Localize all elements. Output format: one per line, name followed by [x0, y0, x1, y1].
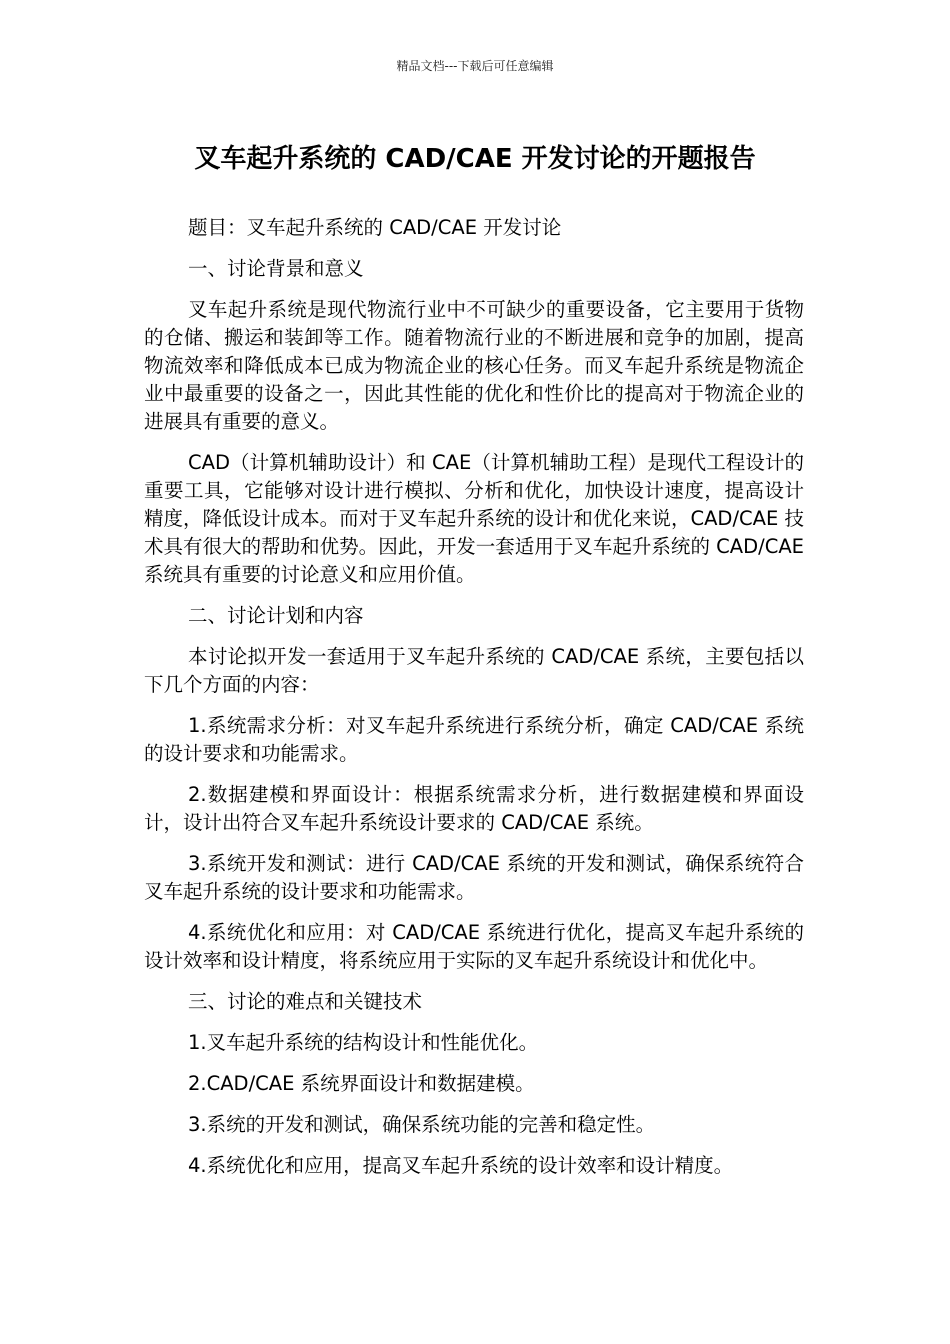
topic-line: 题目：叉车起升系统的 CAD/CAE 开发讨论	[188, 216, 562, 239]
paragraph-background-2: CAD（计算机辅助设计）和 CAE（计算机辅助工程）是现代工程设计的重要工具，它能够对设计进行模拟、分析和优化，加快设计速度，提高设计精度，降低设计成本。而对于叉车起升系统的设计和优化来说，CAD/CAE 技术具有很大的帮助和优势。因此，开发一套适用于叉车起升系统的 CAD/CAE 系统具有重要的讨论意义和应用价值。	[144, 451, 804, 586]
header-note: 精品文档---下载后可任意编辑	[396, 59, 554, 73]
document-title: 叉车起升系统的 CAD/CAE 开发讨论的开题报告	[194, 144, 756, 174]
difficulty-item-1: 1.叉车起升系统的结构设计和性能优化。	[188, 1031, 539, 1054]
difficulty-item-2: 2.CAD/CAE 系统界面设计和数据建模。	[188, 1072, 535, 1095]
plan-item-2: 2.数据建模和界面设计：根据系统需求分析，进行数据建模和界面设计，设计出符合叉车起升系统设计要求的 CAD/CAE 系统。	[144, 783, 804, 834]
difficulty-item-3: 3.系统的开发和测试，确保系统功能的完善和稳定性。	[188, 1113, 656, 1136]
plan-item-1: 1.系统需求分析：对叉车起升系统进行系统分析，确定 CAD/CAE 系统的设计要求和功能需求。	[144, 714, 804, 765]
section-heading-background: 一、讨论背景和意义	[188, 257, 364, 280]
section-heading-plan: 二、讨论计划和内容	[188, 604, 364, 627]
plan-item-3: 3.系统开发和测试：进行 CAD/CAE 系统的开发和测试，确保系统符合叉车起升系统的设计要求和功能需求。	[144, 852, 804, 903]
paragraph-background-1: 叉车起升系统是现代物流行业中不可缺少的重要设备，它主要用于货物的仓储、搬运和装卸等工作。随着物流行业的不断进展和竞争的加剧，提高物流效率和降低成本已成为物流企业的核心任务。而叉车起升系统是物流企业中最重要的设备之一，因此其性能的优化和性价比的提高对于物流企业的进展具有重要的意义。	[144, 298, 804, 433]
document-body	[144, 214, 804, 1193]
difficulty-item-4: 4.系统优化和应用，提高叉车起升系统的设计效率和设计精度。	[188, 1154, 734, 1177]
plan-item-4: 4.系统优化和应用：对 CAD/CAE 系统进行优化，提高叉车起升系统的设计效率和设计精度，将系统应用于实际的叉车起升系统设计和优化中。	[144, 921, 804, 972]
section-heading-difficulties: 三、讨论的难点和关键技术	[188, 990, 423, 1013]
paragraph-plan-intro: 本讨论拟开发一套适用于叉车起升系统的 CAD/CAE 系统，主要包括以下几个方面的内容：	[144, 645, 804, 696]
